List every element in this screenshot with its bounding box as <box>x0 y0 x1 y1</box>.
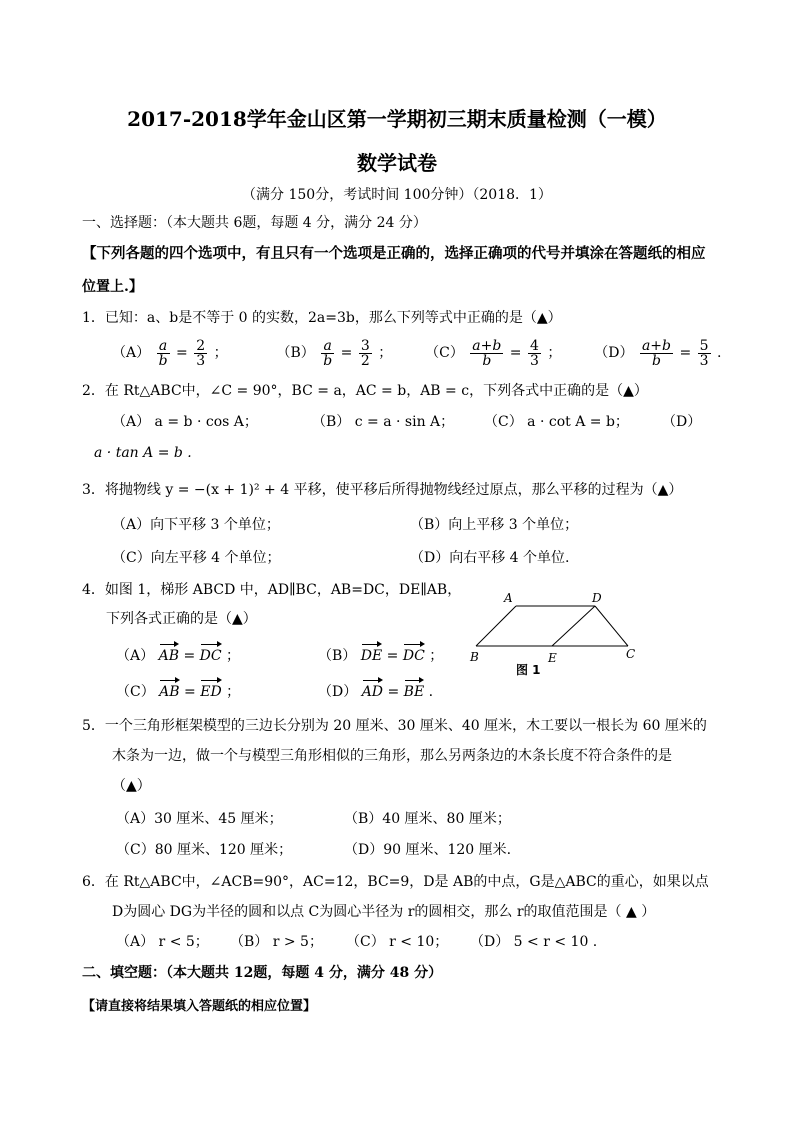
section1-instruction-2: 位置上.】 <box>82 279 143 295</box>
q2-option-c: （C） a · cot A = b； <box>484 414 629 430</box>
q2-option-b: （B） c = a · sin A； <box>312 414 455 430</box>
q3-option-d: （D）向右平移 4 个单位. <box>410 550 570 566</box>
q1-b-lhs: $\frac{a}{b}$ <box>323 337 333 369</box>
q2-option-d-label: （D） <box>662 414 702 430</box>
q1-b-rhs: $\frac{3}{2}$ <box>360 337 370 369</box>
q5-line2: 木条为一边，做一个与模型三角形相似的三角形，那么另两条边的木条长度不符合条件的是 <box>112 748 672 764</box>
label-c: C <box>626 647 636 661</box>
q4-option-c: （C） AB = ED ； <box>116 680 240 702</box>
q5-option-a: （A）30 厘米、45 厘米； <box>116 811 283 827</box>
q4-stem: 4．如图 1，梯形 ABCD 中，AD∥BC，AB=DC，DE∥AB， <box>82 582 462 598</box>
label-a: A <box>504 591 513 605</box>
q1-option-d: （D） $\frac{a+b}{b}$ = $\frac{5}{3}$ . <box>594 337 722 369</box>
segment-dc <box>595 606 628 646</box>
trapezoid-figure <box>460 588 650 680</box>
q6-line2: D为圆心 DG为半径的圆和以点 C为圆心半径为 r的圆相交，那么 r的取值范围是（ ▲ ） <box>112 904 656 920</box>
q6-option-d: （D） 5 < r < 10 . <box>470 934 598 950</box>
q6-option-c: （C） r < 10； <box>346 934 449 950</box>
q5-line3: （▲） <box>112 778 151 794</box>
q2-option-d-text: a · tan A = b . <box>94 445 192 461</box>
section2-heading: 二、填空题：（本大题共 12题，每题 4 分，满分 48 分） <box>82 965 443 981</box>
q4-option-d: （D） AD = BE . <box>318 680 433 702</box>
q1-option-c: （C） $\frac{a+b}{b}$ = $\frac{4}{3}$ ； <box>425 337 562 369</box>
section2-instruction: 【请直接将结果填入答题纸的相应位置】 <box>82 999 317 1014</box>
q3-option-b: （B）向上平移 3 个单位； <box>410 517 579 533</box>
figure-caption: 图 1 <box>516 663 541 677</box>
trapezoid-lines <box>476 606 628 646</box>
segment-de <box>552 606 595 646</box>
q1-c-lhs: $\frac{a+b}{b}$ <box>472 337 502 369</box>
q2-stem: 2．在 Rt△ABC中，∠C = 90°，BC = a，AC = b，AB = c，下列各式中正确的是（▲） <box>82 383 648 399</box>
q5-option-b: （B）40 厘米、80 厘米； <box>344 811 511 827</box>
q4-option-a: （A） AB = DC ； <box>116 644 240 666</box>
section1-instruction-1: 【下列各题的四个选项中，有且只有一个选项是正确的，选择正确项的代号并填涂在答题纸的相应 <box>82 245 706 262</box>
label-b: B <box>470 650 479 664</box>
q5-option-c: （C）80 厘米、120 厘米； <box>116 842 293 858</box>
q4-option-b: （B） DE = DC ； <box>318 644 443 666</box>
q6-line1: 6．在 Rt△ABC中，∠ACB=90°，AC=12，BC=9，D是 AB的中点，G是△ABC的重心，如果以点 <box>82 874 709 890</box>
q1-stem: 1．已知：a、b是不等于 0 的实数，2a=3b，那么下列等式中正确的是（▲） <box>82 310 562 326</box>
q2-option-a: （A） a = b · cos A； <box>112 414 258 430</box>
q6-option-a: （A） r < 5； <box>116 934 209 950</box>
q1-options <box>112 336 721 370</box>
page-title: 2017-2018学年金山区第一学期初三期末质量检测（一模） <box>127 107 667 131</box>
q1-d-rhs: $\frac{5}{3}$ <box>699 337 709 369</box>
q1-option-b: （B） $\frac{a}{b}$ = $\frac{3}{2}$ ； <box>276 337 393 369</box>
q5-option-d: （D）90 厘米、120 厘米. <box>344 842 512 858</box>
q3-option-a: （A）向下平移 3 个单位； <box>112 517 280 533</box>
exam-meta: （满分 150分，考试时间 100分钟）（2018．1） <box>242 187 552 203</box>
q1-a-rhs: $\frac{2}{3}$ <box>196 337 206 369</box>
segment-ab <box>476 606 516 646</box>
q6-option-b: （B） r > 5； <box>230 934 323 950</box>
q1-option-a: （A） $\frac{a}{b}$ = $\frac{2}{3}$ ； <box>112 337 228 369</box>
page-subtitle: 数学试卷 <box>357 151 437 175</box>
q1-c-rhs: $\frac{4}{3}$ <box>529 337 539 369</box>
q5-line1: 5．一个三角形框架模型的三边长分别为 20 厘米、30 厘米、40 厘米，木工要以一根长为 60 厘米的 <box>82 718 707 734</box>
q4-stem-2: 下列各式正确的是（▲） <box>106 611 257 627</box>
q1-a-lhs: $\frac{a}{b}$ <box>158 337 168 369</box>
q1-d-lhs: $\frac{a+b}{b}$ <box>641 337 671 369</box>
q3-option-c: （C）向左平移 4 个单位； <box>112 550 281 566</box>
label-e: E <box>548 651 557 665</box>
label-d: D <box>592 591 602 605</box>
q3-stem: 3．将抛物线 y = −(x + 1)² + 4 平移，使平移后所得抛物线经过原点，那么平移的过程为（▲） <box>82 482 683 498</box>
section1-heading: 一、选择题：（本大题共 6题，每题 4 分，满分 24 分） <box>82 215 427 231</box>
